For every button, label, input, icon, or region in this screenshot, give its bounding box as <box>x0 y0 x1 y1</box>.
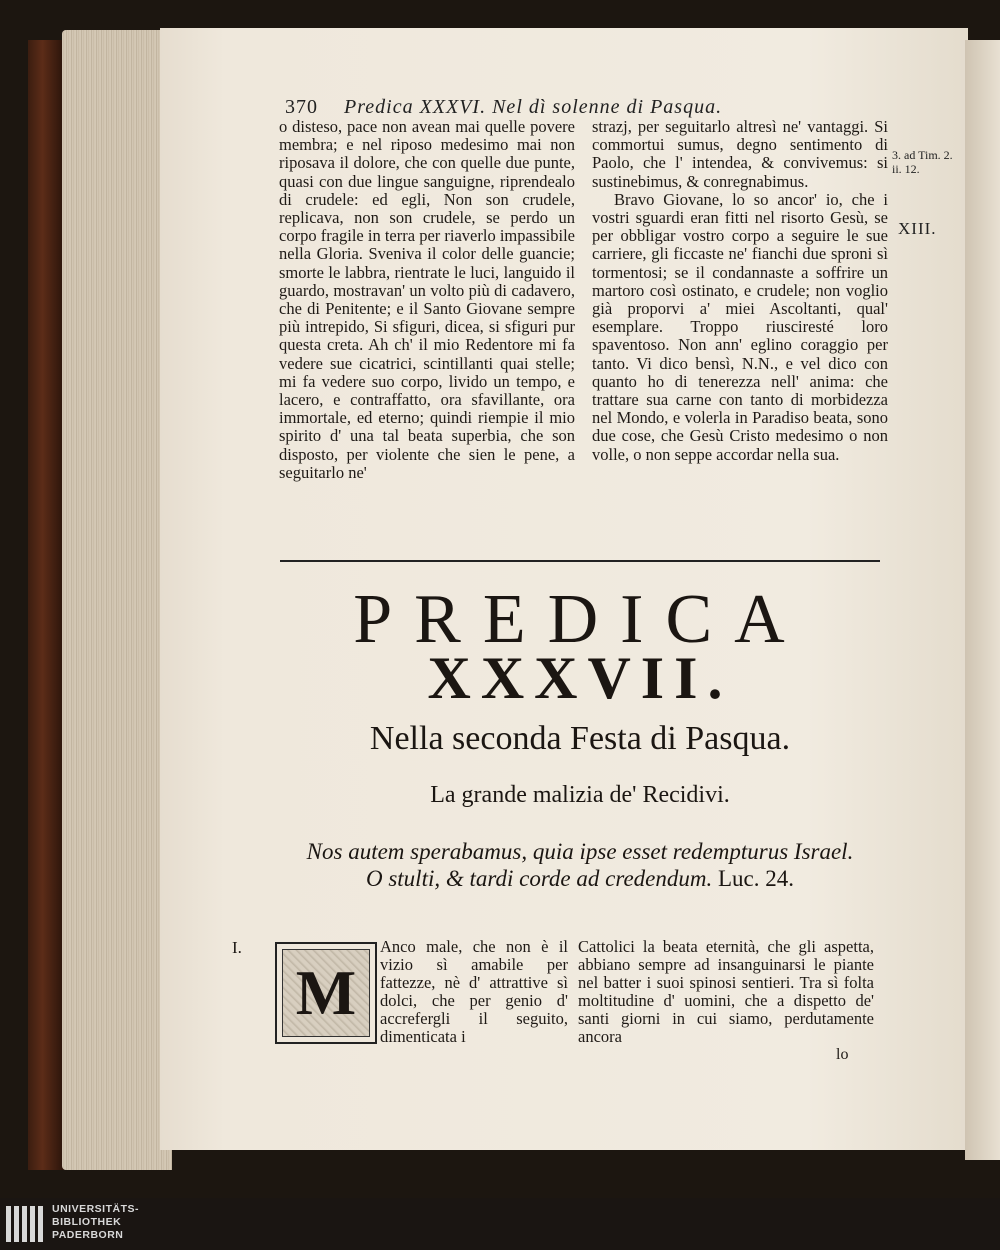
library-name-line-1: UNIVERSITÄTS- <box>52 1203 140 1215</box>
body-text-left: Anco male, che non è il vizio sì amabile per fattezze, nè d' attrattive sì dolci, che per genio d' accrefergli il seguito, dimenticata i <box>380 937 568 1046</box>
running-title: Predica XXXVI. Nel dì solenne di Pasqua. <box>344 96 723 118</box>
column-right-paragraph-2: Bravo Giovane, lo so ancor' io, che i vostri sguardi eran fitti nel risorto Gesù, se per obbligar vostro corpo a seguire le sue carriere, gli ficcaste ne' fianchi due sproni sì tormentosi; se il condannaste a soffrire un martoro così ostinato, e crudele; non voglio già proporvi a' miei Ascoltanti, qual' esemplare. Troppo riusciresté loro spaventoso. Non ann' eglino coraggio per tanto. Vi dico bensì, N.N., e vel dico con quanto ho di tenerezza nell' anima: che trattare sua carne con tanto di morbidezza nel Mondo, e volerla in Paradiso beata, sono due cose, che Gesù Cristo medesimo o non volle, o non seppe accordar nella sua. <box>592 189 888 464</box>
quote-text: Nos autem sperabamus, quia ipse esset redempturus Israel. O stulti, & tardi corde ad credendum. <box>306 839 854 891</box>
catchword: lo <box>836 1046 849 1063</box>
sermon-title: PREDICA <box>353 581 807 658</box>
column-left <box>279 118 575 482</box>
column-right <box>592 118 888 464</box>
scripture-quote <box>300 838 860 892</box>
body-text-right: Cattolici la beata eternità, che gli aspetta, abbiano sempre ad insanguinarsi le piante nel batter i suoi spinosi sentieri. Tra sì folta moltitudine d' uomini, che a dispetto de' santi giorni in cui siamo, perdutamente ancora <box>578 937 874 1046</box>
right-page-edge <box>965 40 1000 1160</box>
column-right-paragraph-1: strazj, per seguitarlo altresì ne' vantaggi. Si commortui sumus, degno sentimento di Paolo, che l' intendea, & convivemus: si sustinebimus, & conregnabimus. <box>592 117 888 191</box>
sermon-subtitle: Nella seconda Festa di Pasqua. <box>369 720 791 757</box>
page-number: 370 <box>285 96 318 118</box>
sermon-theme: La grande malizia de' Recidivi. <box>430 782 730 808</box>
sermon-number: XXXVII. <box>427 645 733 711</box>
library-name-line-2: BIBLIOTHEK <box>52 1216 122 1228</box>
quote-reference: Luc. 24. <box>717 866 794 891</box>
margin-reference: 3. ad Tim. 2. ii. 12. <box>892 148 953 176</box>
column-left-text: o disteso, pace non avean mai quelle povere membra; e nel riposo medesimo mai non riposava il dolore, che con quelle due punte, quasi con due lingue sanguigne, riprendealo di crudele: ed egli, Non son crudele, replicava, non son crudele, se perdo un corpo fragile in terra per riaverlo impassibile nella Gloria. Sveniva il color delle guancie; smorte le labbra, rientrate le luci, languido il guardo, mostravan' un volto più di cadavero, che di Penitente; e il Santo Giovane sempre più intrepido, Si sfiguri, dicea, si sfiguri pur questa creta. Ah ch' il mio Redentore mi fa vedere sue cicatrici, scintillanti quai stelle; mi fa vedere suo corpo, livido un tempo, e lacero, e contraffatto, ora sfavillante, ora immortale, ed eterno; quindi riempie il mio spirito d' una tal beata superbia, che son disposto, per violente che sien le pene, a seguitarlo ne' <box>279 117 575 482</box>
book-spine <box>28 40 64 1170</box>
running-header <box>285 96 885 119</box>
library-footer <box>0 1198 1000 1250</box>
section-number: I. <box>232 938 242 957</box>
library-name-line-3: PADERBORN <box>52 1229 124 1241</box>
initial-letter: M <box>282 949 370 1037</box>
margin-section-number: XIII. <box>898 219 937 238</box>
decorated-initial <box>275 942 377 1044</box>
library-logo-icon <box>6 1204 46 1244</box>
page-edges <box>62 30 172 1170</box>
divider-rule <box>280 560 880 562</box>
library-name <box>52 1203 139 1242</box>
